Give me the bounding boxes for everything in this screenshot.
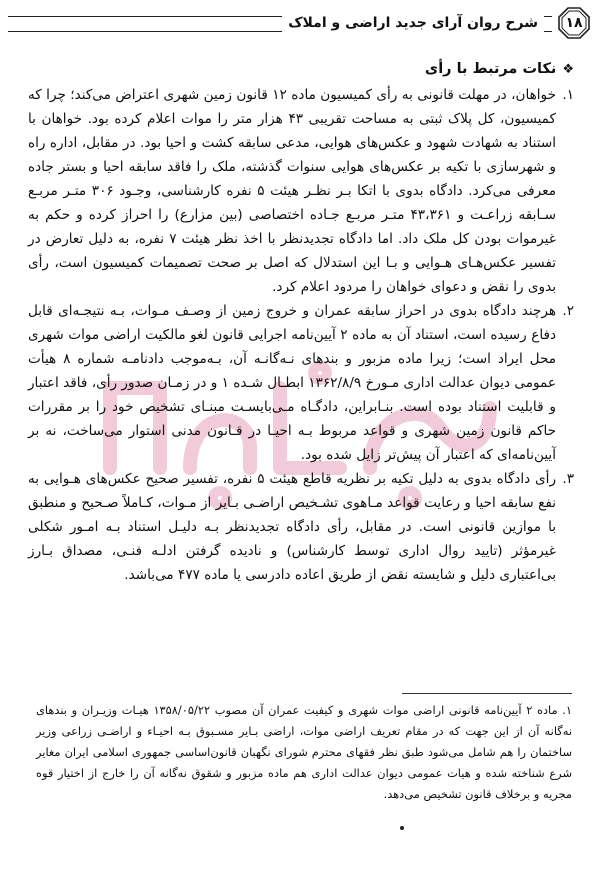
page-dot [400, 826, 404, 830]
paragraph-text: هرچند دادگاه بدوی در احراز سابقه عمران و خروج زمین از وصـف مـوات، بـه نتیجـه‌ای قابل دفاع رسیده است، استناد آن به ماده ۲ آیین‌نامه اجرایی قانون لغو مالکیت اراضی موات شهری محل ایراد است؛ زیرا ماده مزبور و بندهای نـه‌گانـه آن، بـه‌موجب دادنامـه شماره ۸ هیأت عمومی دیوان عدالت اداری مـورخ ۱۳۶۲/۸/۹ ابطـال شـده ۱ و در زمـان صدور رأی، فاقد اعتبار و قابلیت استناد بوده است. بنـابراین، دادگـاه مـی‌بایسـت مبنـای تشخیص خود را بر مقررات حاکم قانون زمین شهری و قواعد مربوط بـه احیـا در قـانون مدنی استوار می‌ساخت، نه بر آیین‌نامه‌ای که اعتبار آن پیش‌تر زایل شده بود. [27, 303, 557, 463]
main-content [28, 58, 574, 587]
paragraph-number: ۱. [562, 87, 574, 103]
paragraph-number: ۳. [562, 471, 574, 487]
paragraph-1 [28, 83, 574, 299]
paragraph-2 [28, 299, 574, 467]
header-title: شرح روان آرای جدید اراضی و املاک [282, 13, 544, 33]
page-header [8, 7, 592, 39]
paragraph-text: خواهان، در مهلت قانونی به رأی کمیسیون ماده ۱۲ قانون زمین شهری اعتراض می‌کند؛ چرا که کمیسیون، کل پلاک ثبتی به مساحت تقریبی ۴۳ هزار متر را موات اعلام کرده بود. خواهان با استناد به شهادت شهود و عکس‌های هوایی، مدعی سابقه کشت و احیا بود. در مقابل، اداره راه و شهرسازی با تکیه بر عکس‌های هوایی سنوات گذشته، ملک را فاقد سابقه احیا و بستر جاده معرفی می‌کرد. دادگاه بدوی با اتکا بـر نظـر هیئت ۵ نفره کارشناسی، وجـود ۳۰۶ متـر مربـع سـابقه زراعـت و ۴۳،۳۶۱ متـر مربـع جـاده اختصاصی (بین مزارع) را احراز کرده و حکم به غیرموات بودن کل ملک داد. اما دادگاه تجدیدنظر با اخذ نظر هیئت ۷ نفره، به دلیل تعارض در تفسیر عکس‌هـای هـوایی و بـا این استدلال که اصل بر صحت تصمیمات کمیسیون است، رأی بدوی را نقض و دعوای خواهان را مردود اعلام کرد. [28, 87, 557, 295]
footnote: ۱. ماده ۲ آیین‌نامه قانونی اراضی موات شهری و کیفیت عمران آن مصوب ۱۳۵۸/۰۵/۲۲ هیـات وزیـران و بندهای نه‌گانه آن از این جهت که در مقام تعریف اراضی موات، اراضی بـایر مسـبوق بـه احیـاء و اراضـی زراعی وزیر ساختمان را هم شامل می‌شود طبق نظر فقهای محترم شورای نگهبان قانون‌اساسی جمهوری اسلامی ایران مغایر شرع شناخته شده و هیات عمومی دیوان عدالت اداری هم ماده مزبور و شقوق نه‌گانه آن را خارج از اختیار قوه مجریه و برخلاف قانون تشخیص می‌دهد. [36, 703, 572, 801]
page-number: ۱۸ [565, 15, 583, 31]
footnote-separator [402, 693, 572, 694]
diamond-bullet-icon: ❖ [562, 62, 574, 77]
page-number-badge [558, 7, 590, 39]
section-heading [28, 58, 574, 81]
paragraph-number: ۲. [562, 303, 574, 319]
section-heading-text: نکات مرتبط با رأی [424, 61, 557, 77]
paragraph-3 [28, 467, 574, 587]
paragraph-text: رأی دادگاه بدوی به دلیل تکیه بر نظریه قاطع هیئت ۵ نفره، تفسیر صحیح عکس‌های هـوایی به نفع سابقه احیا و رعایت قواعد مـاهوی تشـخیص اراضـی بـایر از مـوات، کـاملاً صـحیح و منطبق با موازین قانونی است. در مقابل، رأی دادگاه تجدیدنظر بـه دلیـل استناد بـه امـور شکلی غیرمؤثر (تایید روال اداری توسط کارشناس) و نادیده گرفتن ادلـه فنـی، مصداق بـارز بی‌اعتباری دلیل و شایسته نقض از طریق اعاده دادرسی یا ماده ۴۷۷ می‌باشد. [28, 471, 557, 583]
